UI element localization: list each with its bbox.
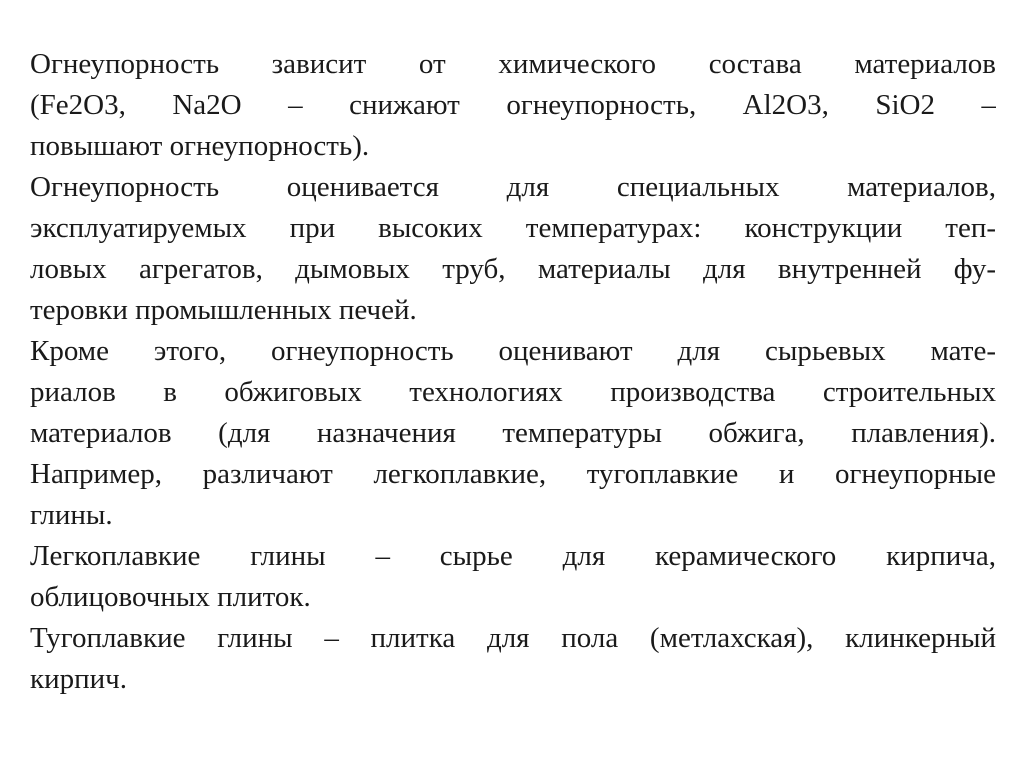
text-line: риалов в обжиговых технологиях производства строительных bbox=[30, 376, 996, 408]
text-line: Огнеупорность оценивается для специальных материалов, bbox=[30, 171, 996, 203]
text-line: материалов (для назначения температуры обжига, плавления). bbox=[30, 417, 996, 449]
paragraph-refractory-clays bbox=[30, 618, 996, 700]
text-line: эксплуатируемых при высоких температурах: конструкции теп- bbox=[30, 212, 996, 244]
text-line: (Fe2O3, Na2O – снижают огнеупорность, Al2O3, SiO2 – bbox=[30, 89, 996, 121]
paragraph-refractoriness-composition bbox=[30, 44, 996, 167]
document-body bbox=[30, 44, 996, 700]
text-line: теровки промышленных печей. bbox=[30, 294, 417, 326]
text-line: Кроме этого, огнеупорность оценивают для сырьевых мате- bbox=[30, 335, 996, 367]
paragraph-fusible-clays bbox=[30, 536, 996, 618]
text-line: Легкоплавкие глины – сырье для керамического кирпича, bbox=[30, 540, 996, 572]
text-line: ловых агрегатов, дымовых труб, материалы для внутренней фу- bbox=[30, 253, 996, 285]
text-line: повышают огнеупорность). bbox=[30, 130, 370, 162]
text-line: Тугоплавкие глины – плитка для пола (метлахская), клинкерный bbox=[30, 622, 996, 654]
text-line: Например, различают легкоплавкие, тугоплавкие и огнеупорные bbox=[30, 458, 996, 490]
text-line: облицовочных плиток. bbox=[30, 581, 311, 613]
text-line: кирпич. bbox=[30, 663, 127, 695]
text-line: Огнеупорность зависит от химического состава материалов bbox=[30, 48, 996, 80]
paragraph-raw-materials bbox=[30, 331, 996, 536]
text-line: глины. bbox=[30, 499, 113, 531]
paragraph-special-materials bbox=[30, 167, 996, 331]
